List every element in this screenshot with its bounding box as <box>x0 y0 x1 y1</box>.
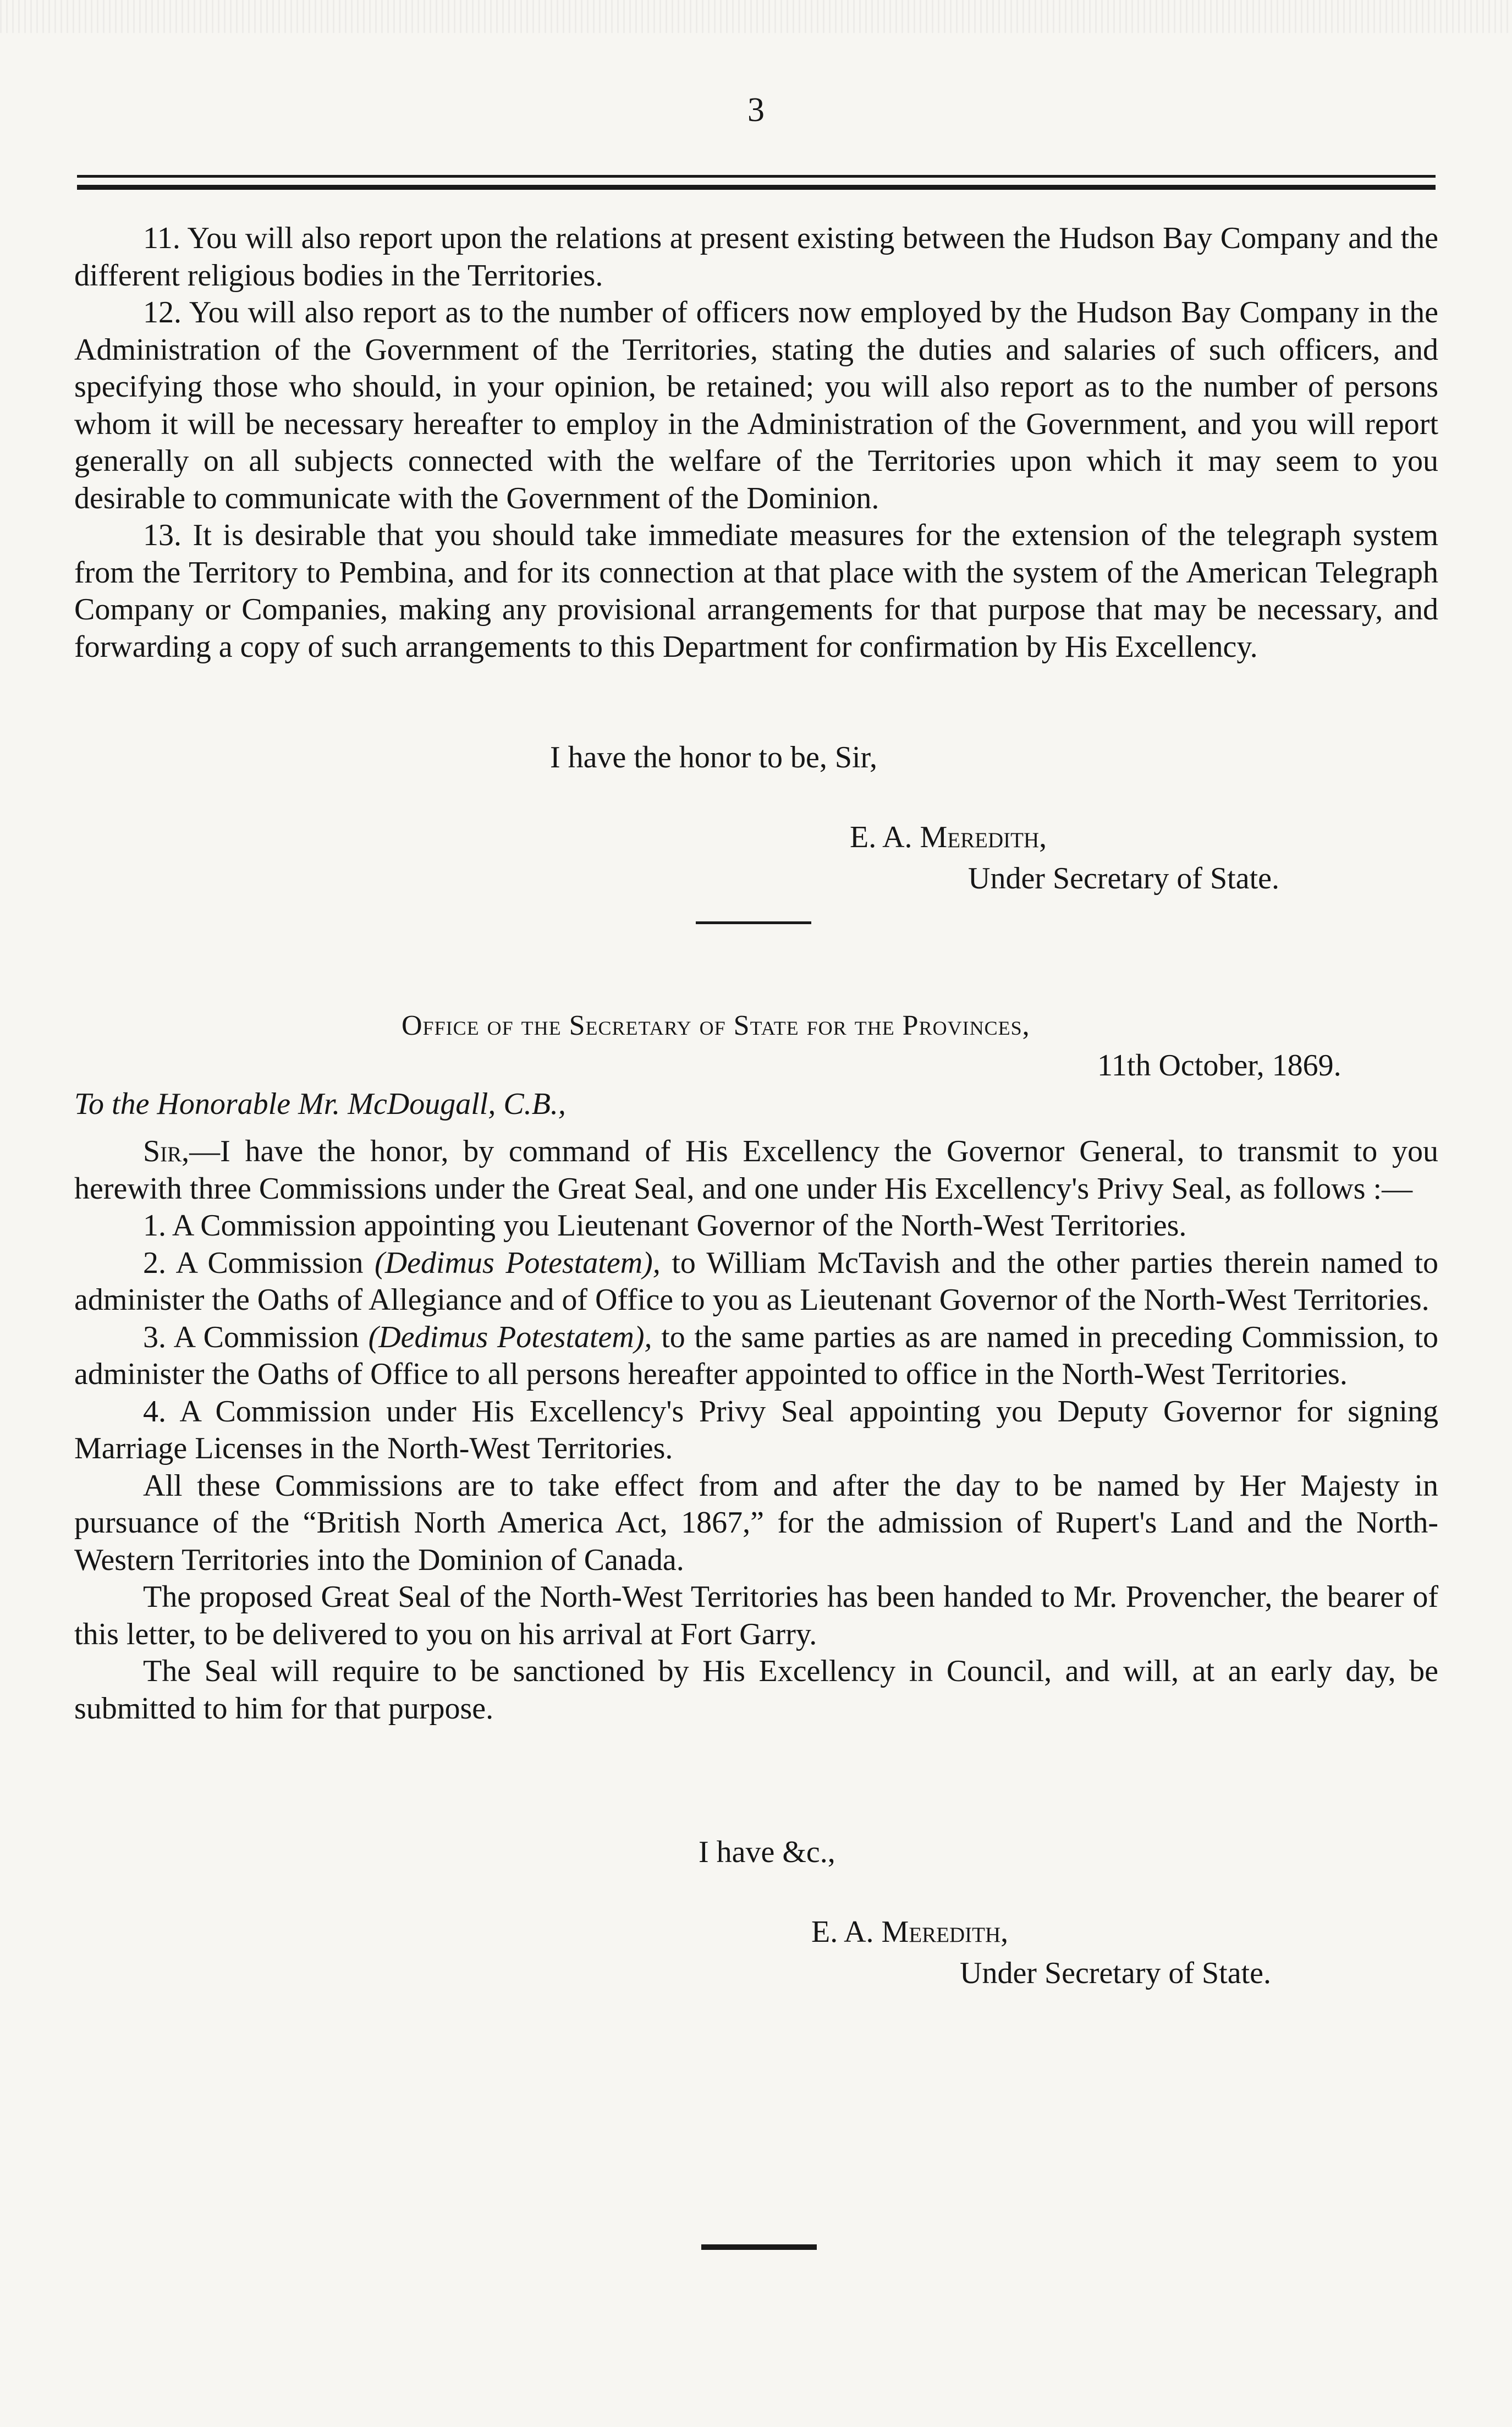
item-3-latin: (Dedimus Potestatem), <box>368 1320 652 1354</box>
page-edge-noise <box>0 0 1512 33</box>
office-heading: Office of the Secretary of State for the Provinces, <box>402 1010 1030 1041</box>
letter-one-body <box>74 220 1438 666</box>
seal-paragraph: The proposed Great Seal of the North-West Territories has been handed to Mr. Provencher, the bearer of this letter, to be delivered to you on his arrival at Fort Garry. <box>74 1580 1438 1651</box>
item-2-lead: 2. A Commission <box>143 1245 375 1280</box>
intro-paragraph <box>74 1133 1438 1207</box>
item-3-lead: 3. A Commission <box>143 1320 369 1354</box>
letter-one-closing: I have the honor to be, Sir, <box>550 740 877 775</box>
sanction-paragraph: The Seal will require to be sanctioned by His Excellency in Council, and will, at an early day, be submitted to him for that purpose. <box>74 1654 1438 1726</box>
effect-paragraph: All these Commissions are to take effect from and after the day to be named by Her Majesty in pursuance of the “British North America Act, 1867,” for the admission of Rupert's Land and the North-Western Territories into the Dominion of Canada. <box>74 1468 1438 1577</box>
end-rule <box>701 2244 817 2250</box>
letter-one-signature-name: E. A. Meredith, <box>850 820 1047 854</box>
intro-text: —I have the honor, by command of His Excellency the Governor General, to transmit to you herewith three Commissions under the Great Seal, and one under His Excellency's Privy Seal, as follows :— <box>74 1134 1438 1206</box>
letter-one-signature-title: Under Secretary of State. <box>968 861 1279 896</box>
commission-item-2 <box>74 1245 1438 1319</box>
addressee: To the Honorable Mr. McDougall, C.B., <box>74 1087 566 1121</box>
item-2-rest: to William McTavish and the other parties therein named to administer the Oaths of Allegiance and of Office to you as Lieutenant Governor of the North-West Territories. <box>74 1245 1438 1317</box>
header-rule-thick <box>77 185 1436 190</box>
page-number: 3 <box>747 91 765 129</box>
letter-two-signature-title: Under Secretary of State. <box>960 1956 1271 1990</box>
letter-two-body <box>74 1133 1438 1727</box>
commission-item-1: 1. A Commission appointing you Lieutenant Governor of the North-West Territories. <box>143 1209 1187 1243</box>
commission-item-3 <box>74 1319 1438 1393</box>
letter-two-closing: I have &c., <box>699 1835 835 1869</box>
paragraph-12: 12. You will also report as to the number of officers now employed by the Hudson Bay Company in the Administration of the Government of the Territories, stating the duties and salaries of such officers, and specifying those who should, in your opinion, be retained; you will also report as to the number of persons whom it will be necessary hereafter to employ in the Administration of the Government, and you will report generally on all subjects connected with the welfare of the Territories upon which it may seem to you desirable to communicate with the Government of the Dominion. <box>74 295 1438 515</box>
paragraph-11: 11. You will also report upon the relations at present existing between the Hudson Bay Company and the different religious bodies in the Territories. <box>74 221 1438 293</box>
item-2-latin: (Dedimus Potestatem), <box>375 1245 661 1280</box>
letter-separator <box>696 921 811 924</box>
letter-two-signature-name: E. A. Meredith, <box>811 1915 1009 1949</box>
paragraph-13: 13. It is desirable that you should take immediate measures for the extension of the telegraph system from the Territory to Pembina, and for its connection at that place with the system of the American Telegraph Company or Companies, making any provisional arrangements for that purpose that may be necessary, and forwarding a copy of such arrangements to this Department for confirmation by His Excellency. <box>74 518 1438 664</box>
commission-item-4: 4. A Commission under His Excellency's Privy Seal appointing you Deputy Governor for signing Marriage Licenses in the North-West Territories. <box>74 1394 1438 1465</box>
letter-date: 11th October, 1869. <box>1097 1048 1341 1083</box>
header-rule-thin <box>77 175 1436 178</box>
item-3-rest: to the same parties as are named in preceding Commission, to administer the Oaths of Office to all persons hereafter appointed to office in the North-West Territories. <box>74 1320 1438 1391</box>
salutation: Sir, <box>143 1134 190 1168</box>
